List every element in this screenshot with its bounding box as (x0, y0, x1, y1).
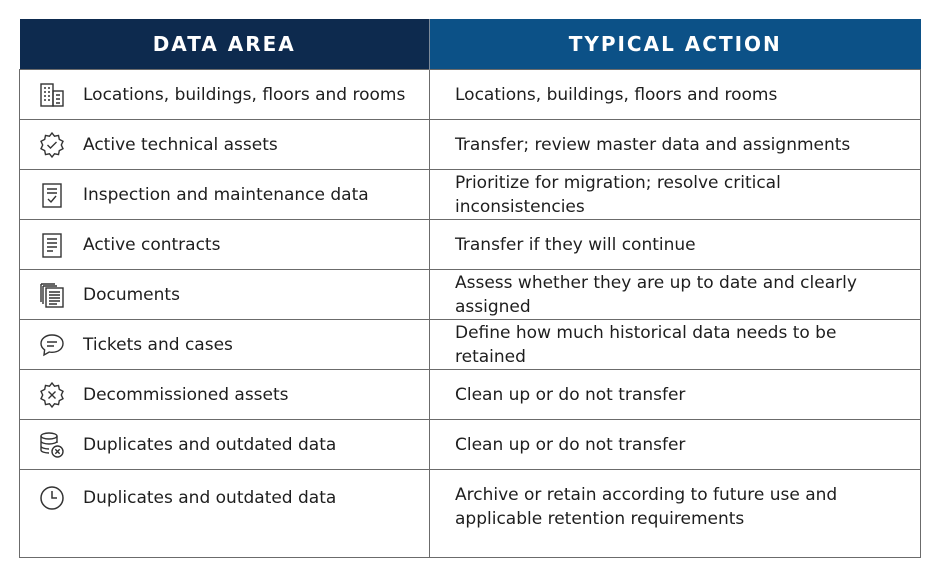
area-cell (20, 220, 430, 270)
table-row (20, 120, 921, 170)
action-cell: Transfer; review master data and assignments (430, 120, 921, 170)
area-label: Duplicates and outdated data (83, 488, 337, 508)
area-label: Tickets and cases (83, 334, 233, 355)
area-label: Inspection and maintenance data (83, 184, 369, 205)
area-cell (20, 270, 430, 320)
chat-bubble-icon (37, 330, 67, 360)
action-cell: Define how much historical data needs to be retained (430, 320, 921, 370)
action-cell: Clean up or do not transfer (430, 370, 921, 420)
action-cell: Clean up or do not transfer (430, 420, 921, 470)
area-label: Duplicates and outdated data (83, 434, 337, 455)
documents-stack-icon (37, 280, 67, 310)
table-row (20, 270, 921, 320)
table-row (20, 470, 921, 558)
area-label: Active technical assets (83, 134, 278, 155)
database-x-icon (37, 430, 67, 460)
table-row (20, 170, 921, 220)
data-table-container (19, 19, 920, 558)
header-data-area: DATA AREA (20, 19, 430, 70)
checklist-icon (37, 180, 67, 210)
area-cell (20, 470, 430, 558)
action-cell: Assess whether they are up to date and clearly assigned (430, 270, 921, 320)
table-header-row (20, 19, 921, 70)
table-row (20, 220, 921, 270)
area-label: Locations, buildings, floors and rooms (83, 84, 406, 105)
header-typical-action: TYPICAL ACTION (430, 19, 921, 70)
area-cell (20, 420, 430, 470)
area-label: Active contracts (83, 234, 221, 255)
gear-check-icon (37, 130, 67, 160)
gear-x-icon (37, 380, 67, 410)
table-row (20, 420, 921, 470)
action-cell: Transfer if they will continue (430, 220, 921, 270)
area-label: Decommissioned assets (83, 384, 289, 405)
area-cell (20, 170, 430, 220)
table-row (20, 370, 921, 420)
area-label: Documents (83, 284, 180, 305)
action-cell: Locations, buildings, floors and rooms (430, 70, 921, 120)
area-cell (20, 370, 430, 420)
clock-icon (37, 483, 67, 513)
area-cell (20, 120, 430, 170)
action-cell: Prioritize for migration; resolve critical inconsistencies (430, 170, 921, 220)
data-migration-table (19, 19, 921, 558)
building-icon (37, 80, 67, 110)
area-cell (20, 320, 430, 370)
document-icon (37, 230, 67, 260)
table-row (20, 70, 921, 120)
area-cell (20, 70, 430, 120)
action-cell: Archive or retain according to future use and applicable retention requirements (430, 470, 921, 558)
table-row (20, 320, 921, 370)
